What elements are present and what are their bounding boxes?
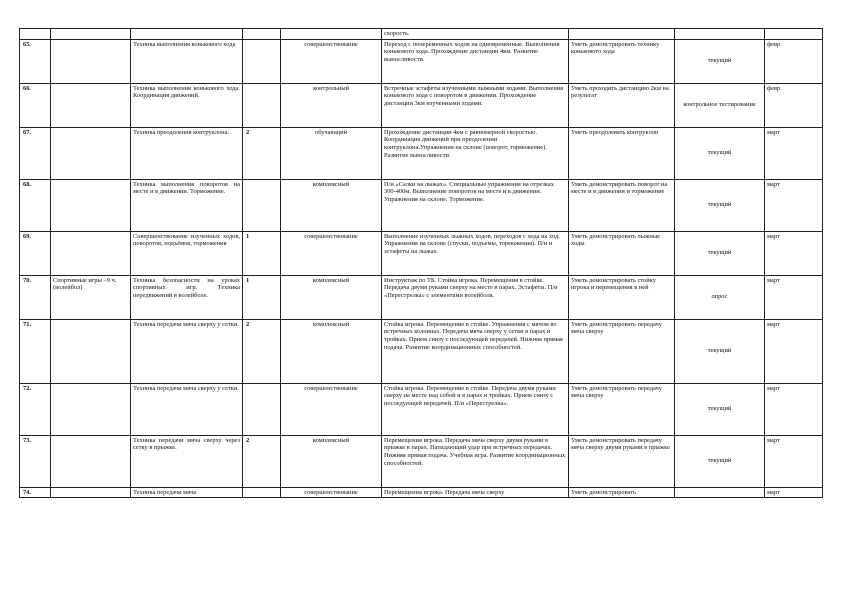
lesson-skills: Уметь преодолевать контруклон [569,127,675,179]
lesson-topic: Техника передачи мяча сверху у сетки. [131,319,243,383]
lesson-type: совершенствование [281,231,382,275]
section-name [51,383,131,435]
table-row [20,275,823,319]
lesson-content: Прохождение дистанции 4км с равномерной скоростью. Координация движений при преодолении контруклона.Упражнения на склоне (поворот, торможение). Развитие выносливости. [382,127,569,179]
lesson-type: контрольный [281,83,382,127]
control-type: текущий [675,231,765,275]
lesson-topic: Совершенствование изученных ходов, поворотов, подъёмов, торможения [131,231,243,275]
lesson-skills: Уметь демонстрировать [569,487,675,498]
lesson-skills: Уметь демонстрировать технику конькового хода [569,39,675,83]
lesson-date: март [765,319,823,383]
lesson-skills: Уметь демонстрировать передачу мяча сверху [569,319,675,383]
lesson-date [765,29,823,40]
lesson-number: 73. [20,435,51,487]
section-name [51,319,131,383]
lesson-number: 67. [20,127,51,179]
lesson-date: март [765,127,823,179]
lesson-type: совершенствование [281,39,382,83]
table-row [20,435,823,487]
lesson-type: совершенствование [281,487,382,498]
lesson-skills: Уметь демонстрировать передачу мяча сверху двумя руками в прыжке [569,435,675,487]
lesson-hours [243,29,281,40]
lesson-hours [243,383,281,435]
lesson-number: 72. [20,383,51,435]
lesson-topic: Техника передачи мяча сверху через сетку в прыжке. [131,435,243,487]
lesson-number: 68. [20,179,51,231]
lesson-type: совершенствование [281,383,382,435]
lesson-type: комплексный [281,319,382,383]
lesson-content: Перемещения игрока. Передача мяча сверху [382,487,569,498]
control-type: текущий [675,179,765,231]
lesson-content: Перемещения игрока. Передача мяча сверху двумя руками в прыжке в парах. Нападающий удар при встречных передачах. Нижняя прямая подача. Учебная игра. Развитие координационных способностей. [382,435,569,487]
lesson-date: март [765,435,823,487]
control-type: текущий [675,435,765,487]
table-row [20,179,823,231]
lesson-content: скорость. [382,29,569,40]
lesson-skills: Уметь демонстрировать передачу мяча сверху [569,383,675,435]
control-type: текущий [675,383,765,435]
table-row [20,127,823,179]
lesson-plan-rows [20,29,823,498]
lesson-topic: Техника передачи мяча сверху у сетки. [131,383,243,435]
lesson-skills [569,29,675,40]
table-row [20,39,823,83]
section-name [51,179,131,231]
lesson-date: март [765,383,823,435]
lesson-content: Стойка игрока. Перемещение в стойке. Передача двумя руками сверху на месте над собой и в парах и тройках. Прием снизу с последующей передачей. П/и «Перестрелка». [382,383,569,435]
lesson-topic: Техника безопасности на уроках спортивных игр. Техника передвижений в волейболе. [131,275,243,319]
lesson-date: март [765,275,823,319]
lesson-hours: 2 [243,127,281,179]
lesson-date: февр. [765,39,823,83]
lesson-skills: Уметь демонстрировать лыжные ходы [569,231,675,275]
table-row [20,83,823,127]
lesson-number: 65. [20,39,51,83]
control-type: текущий [675,319,765,383]
control-type [675,29,765,40]
control-type: опрос [675,275,765,319]
lesson-number: 74. [20,487,51,498]
section-name [51,39,131,83]
lesson-date: март [765,231,823,275]
control-type: текущий [675,39,765,83]
lesson-plan-table [19,28,823,498]
lesson-type: комплексный [281,435,382,487]
lesson-number: 70. [20,275,51,319]
lesson-type: комплексный [281,179,382,231]
lesson-skills: Уметь демонстрировать стойку игрока и перемещения в ней [569,275,675,319]
lesson-number [20,29,51,40]
lesson-date: март [765,179,823,231]
section-name [51,231,131,275]
lesson-type: комплексный [281,275,382,319]
section-name: Спортивные игры –9 ч. (волейбол) [51,275,131,319]
section-name [51,29,131,40]
lesson-hours [243,39,281,83]
lesson-number: 71. [20,319,51,383]
lesson-date: февр. [765,83,823,127]
lesson-content: П/и «Салки на лыжах». Специальные упражнения на отрезках 300-400м. Выполнение поворотов на месте и в движении. Упражнения на склоне. Торможение. [382,179,569,231]
lesson-hours: 2 [243,319,281,383]
control-type: текущий [675,127,765,179]
table-row [20,231,823,275]
lesson-topic: Техника выполнения поворотов на месте и в движении. Торможение. [131,179,243,231]
lesson-topic: Техника выполнения конькового хода [131,39,243,83]
lesson-topic [131,29,243,40]
table-row [20,487,823,498]
section-name [51,127,131,179]
lesson-hours: 1 [243,231,281,275]
section-name [51,487,131,498]
control-type: контрольное тестирование [675,83,765,127]
table-row [20,319,823,383]
lesson-content: Переход с попеременных ходов на одновременные. Выполнения конькового хода. Прохождение дистанции 4км. Развитие выносливости. [382,39,569,83]
table-row [20,383,823,435]
lesson-hours [243,83,281,127]
lesson-hours: 2 [243,435,281,487]
lesson-hours [243,179,281,231]
lesson-topic: Техника выполнения конькового хода. Координация движений. [131,83,243,127]
lesson-topic: Техника преодоления контруклона. [131,127,243,179]
lesson-number: 66. [20,83,51,127]
lesson-topic: Техника передачи мяча [131,487,243,498]
lesson-date: март [765,487,823,498]
control-type [675,487,765,498]
lesson-hours: 1 [243,275,281,319]
lesson-number: 69. [20,231,51,275]
lesson-content: Встречные эстафеты изученными лыжными ходами. Выполнения конькового хода с поворотом в движении. Прохождение дистанции 3км изученными ходами. [382,83,569,127]
table-row [20,29,823,40]
section-name [51,83,131,127]
lesson-content: Инструктаж по ТБ. Стойка игрока. Перемещения в стойке. Передача двумя руками сверху на месте в парах. Эстафеты. П/и «Перестрелка» с элементами волейбола. [382,275,569,319]
lesson-hours [243,487,281,498]
lesson-skills: Уметь демонстрировать поворот на месте и в движении и торможение [569,179,675,231]
lesson-type: обучающий [281,127,382,179]
lesson-type [281,29,382,40]
lesson-skills: Уметь проходить дистанцию 2км на результат [569,83,675,127]
lesson-content: Выполнение изученных лыжных ходов, переходов с хода на ход. Упражнения на склоне (спуски, подъемы, торможения). П/и и эстафеты на лыжах. [382,231,569,275]
section-name [51,435,131,487]
lesson-content: Стойка игрока. Перемещение в стойке. Упражнения с мячом во встречных колоннах. Передача мяча сверху у сетки в парах и тройках. Прием снизу с последующей передачей. Нижняя прямая подача. Развитие координационных способностей. [382,319,569,383]
